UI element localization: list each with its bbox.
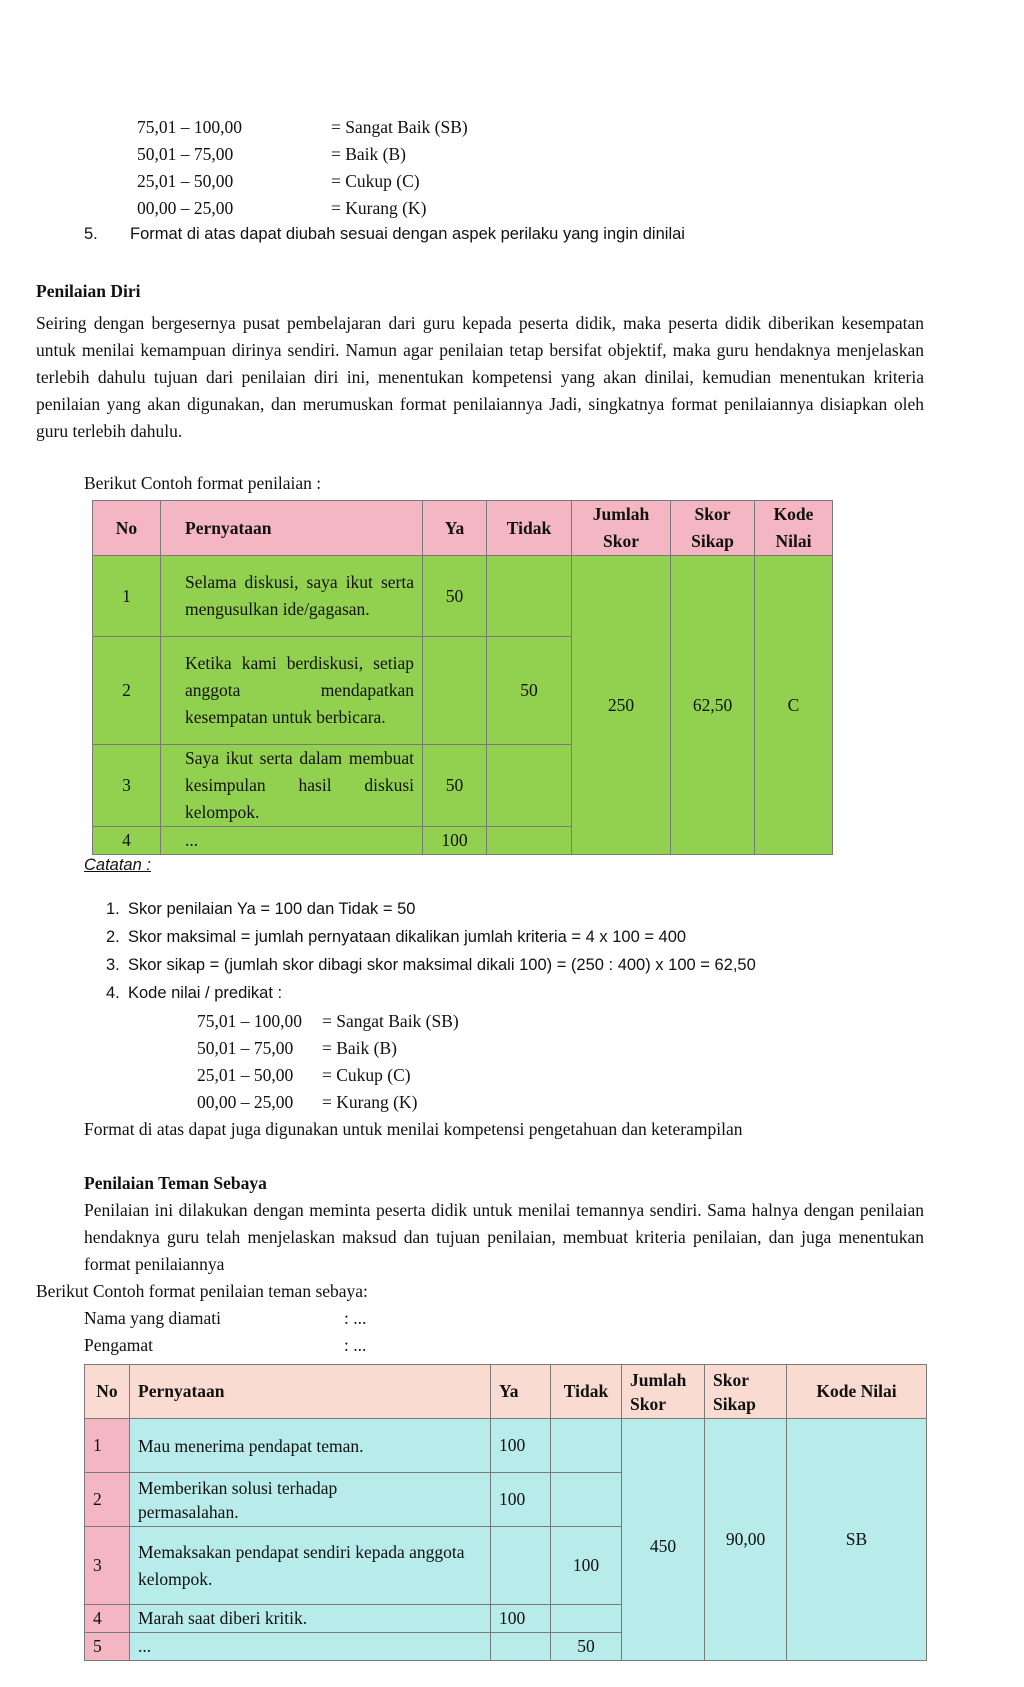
header-tidak: Tidak (551, 1365, 622, 1419)
row-no: 3 (93, 745, 161, 827)
header-ya: Ya (423, 501, 487, 556)
self-table-intro: Berikut Contoh format penilaian : (84, 473, 322, 493)
row-ya (423, 637, 487, 745)
row-ya: 100 (423, 827, 487, 855)
table-header-row (85, 1365, 927, 1419)
row-no: 2 (93, 637, 161, 745)
row-statement: ... (161, 827, 423, 855)
row-statement: Mau menerima pendapat teman. (130, 1419, 491, 1473)
header-statement: Pernyataan (130, 1365, 491, 1419)
notes-list (106, 895, 756, 1007)
observed-row (84, 1305, 366, 1332)
grade-row: 00,00 – 25,00 = Kurang (K) (137, 198, 427, 218)
kode-nilai-value: SB (787, 1419, 927, 1661)
row-ya (491, 1633, 551, 1661)
table-row (93, 556, 833, 637)
row-ya (491, 1527, 551, 1605)
peer-table-intro: Berikut Contoh format penilaian teman sebaya: (36, 1281, 368, 1301)
section-heading-self: Penilaian Diri (36, 281, 141, 301)
header-jumlah-skor: Jumlah Skor (572, 501, 671, 556)
note-item: 1. Skor penilaian Ya = 100 dan Tidak = 50 (106, 900, 416, 918)
row-tidak (551, 1419, 622, 1473)
grade-row: 00,00 – 25,00 = Kurang (K) (197, 1092, 418, 1112)
list-item-5: 5. Format di atas dapat diubah sesuai dengan aspek perilaku yang ingin dinilai (84, 225, 685, 243)
row-statement: Memberikan solusi terhadap permasalahan. (130, 1473, 491, 1527)
row-tidak: 50 (551, 1633, 622, 1661)
row-no: 5 (85, 1633, 130, 1661)
header-no: No (85, 1365, 130, 1419)
note-item: 3. Skor sikap = (jumlah skor dibagi skor maksimal dikali 100) = (250 : 400) x 100 = 62,50 (106, 956, 756, 974)
row-tidak (551, 1473, 622, 1527)
header-no: No (93, 501, 161, 556)
row-tidak (487, 827, 572, 855)
row-no: 2 (85, 1473, 130, 1527)
row-ya: 50 (423, 556, 487, 637)
row-statement: Memaksakan pendapat sendiri kepada anggota kelompok. (130, 1527, 491, 1605)
observer-label: Pengamat (84, 1335, 154, 1355)
peer-assessment-table (84, 1364, 927, 1661)
self-assessment-table (92, 500, 833, 855)
kode-nilai-value: C (755, 556, 833, 855)
row-tidak (551, 1605, 622, 1633)
skor-sikap-value: 90,00 (705, 1419, 787, 1661)
row-no: 4 (85, 1605, 130, 1633)
header-kode-nilai: Kode Nilai (755, 501, 833, 556)
top-grade-list (137, 114, 537, 222)
row-statement: ... (130, 1633, 491, 1661)
notes-title: Catatan : (84, 856, 151, 874)
jumlah-skor-value: 450 (622, 1419, 705, 1661)
grade-row: 50,01 – 75,00 = Baik (B) (137, 144, 406, 164)
header-skor-sikap: Skor Sikap (671, 501, 755, 556)
jumlah-skor-value: 250 (572, 556, 671, 855)
observed-label: Nama yang diamati (84, 1308, 222, 1328)
row-no: 1 (85, 1419, 130, 1473)
row-no: 1 (93, 556, 161, 637)
row-statement: Ketika kami berdiskusi, setiap anggota mendapatkan kesempatan untuk berbicara. (161, 637, 423, 745)
observed-value: : ... (344, 1308, 367, 1328)
grade-row: 75,01 – 100,00 = Sangat Baik (SB) (197, 1011, 459, 1031)
row-ya: 50 (423, 745, 487, 827)
header-skor-sikap: Skor Sikap (705, 1365, 787, 1419)
header-jumlah-skor: Jumlah Skor (622, 1365, 705, 1419)
note-item: 2. Skor maksimal = jumlah pernyataan dikalikan jumlah kriteria = 4 x 100 = 400 (106, 928, 687, 946)
self-grade-list (197, 1008, 597, 1116)
row-tidak (487, 745, 572, 827)
section-heading-peer: Penilaian Teman Sebaya (84, 1173, 267, 1193)
row-statement: Marah saat diberi kritik. (130, 1605, 491, 1633)
self-paragraph: Seiring dengan bergesernya pusat pembelajaran dari guru kepada peserta didik, maka peserta didik diberikan kesempatan untuk menilai kemampuan dirinya sendiri. Namun agar penilaian tetap bersifat objektif, maka guru hendaknya menjelaskan terlebih dahulu tujuan dari penilaian diri ini, menentukan kompetensi yang akan dinilai, kemudian menentukan kriteria penilaian yang akan digunakan, dan merumuskan format penilaiannya Jadi, singkatnya format penilaiannya disiapkan oleh guru terlebih dahulu. (36, 313, 924, 441)
row-statement: Saya ikut serta dalam membuat kesimpulan hasil diskusi kelompok. (161, 745, 423, 827)
row-no: 3 (85, 1527, 130, 1605)
header-kode-nilai: Kode Nilai (787, 1365, 927, 1419)
table-row (85, 1419, 927, 1473)
row-ya: 100 (491, 1473, 551, 1527)
observer-row (84, 1332, 366, 1359)
note-item: 4. Kode nilai / predikat : (106, 984, 283, 1002)
row-no: 4 (93, 827, 161, 855)
row-tidak: 100 (551, 1527, 622, 1605)
peer-paragraph: Penilaian ini dilakukan dengan meminta peserta didik untuk menilai temannya sendiri. Sama halnya dengan penilaian hendaknya guru telah menjelaskan maksud dan tujuan penilaian, membuat kriteria penilaian, dan juga menentukan format penilaiannya (84, 1200, 924, 1274)
row-tidak (487, 556, 572, 637)
grade-row: 50,01 – 75,00 = Baik (B) (197, 1038, 397, 1058)
self-closing: Format di atas dapat juga digunakan untuk menilai kompetensi pengetahuan dan keterampilan (84, 1119, 743, 1139)
header-statement: Pernyataan (161, 501, 423, 556)
row-ya: 100 (491, 1419, 551, 1473)
skor-sikap-value: 62,50 (671, 556, 755, 855)
grade-row: 75,01 – 100,00 = Sangat Baik (SB) (137, 117, 468, 137)
grade-row: 25,01 – 50,00 = Cukup (C) (197, 1065, 411, 1085)
table-header-row (93, 501, 833, 556)
row-statement: Selama diskusi, saya ikut serta mengusulkan ide/gagasan. (161, 556, 423, 637)
header-tidak: Tidak (487, 501, 572, 556)
row-ya: 100 (491, 1605, 551, 1633)
grade-row: 25,01 – 50,00 = Cukup (C) (137, 171, 420, 191)
row-tidak: 50 (487, 637, 572, 745)
observer-value: : ... (344, 1335, 367, 1355)
header-ya: Ya (491, 1365, 551, 1419)
